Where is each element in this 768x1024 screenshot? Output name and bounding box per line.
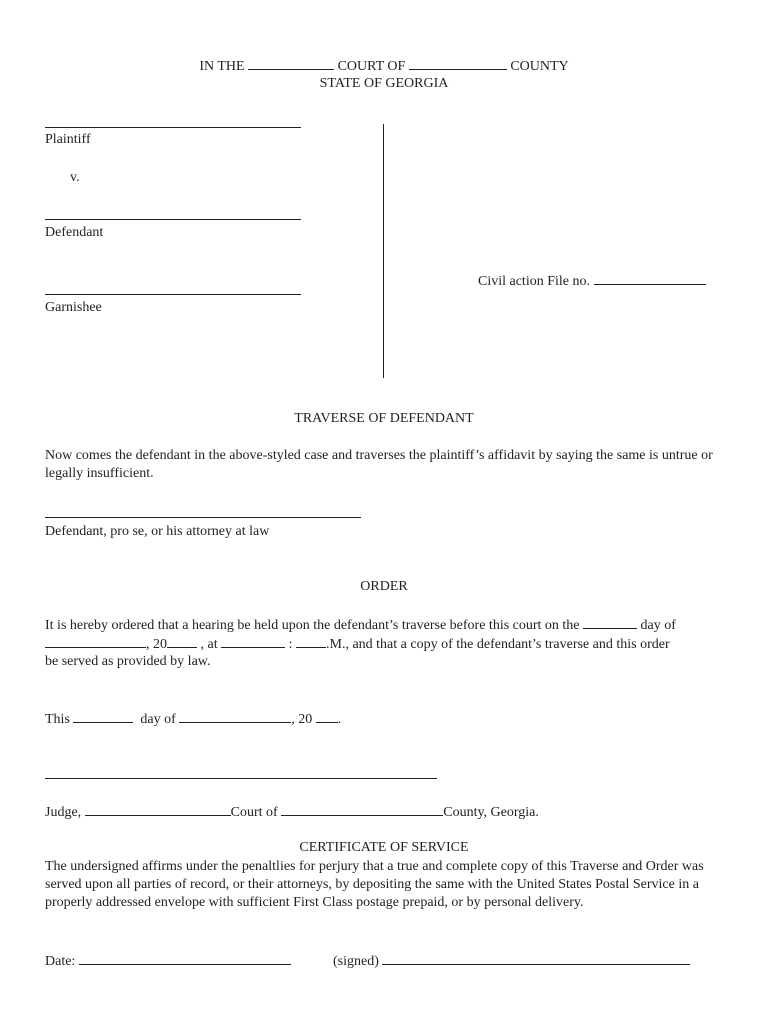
order-date-line	[45, 709, 341, 729]
civil-action-field	[478, 271, 706, 291]
hearing-day-blank[interactable]	[583, 615, 637, 629]
order-title: ORDER	[360, 579, 408, 594]
county-text: COUNTY	[510, 59, 569, 74]
order-year-prefix: , 20	[146, 637, 167, 652]
in-the-text: IN THE	[199, 59, 245, 74]
order-line-3: be served as provided by law.	[45, 654, 211, 669]
civil-action-label: Civil action File no.	[478, 274, 590, 289]
civil-action-number-blank[interactable]	[594, 271, 706, 285]
county-name-blank[interactable]	[409, 56, 507, 70]
period-text: .	[337, 712, 342, 727]
certificate-body: The undersigned affirms under the penaltlies for perjury that a true and complete copy of this Traverse and Order was served upon all parties of record, or their attorneys, by depositing the same with the United States Postal Service in a properly addressed envelope with sufficient First Class postage prepaid, or by personal delivery.	[45, 859, 704, 910]
date-field	[45, 951, 291, 971]
plaintiff-label: Plaintiff	[45, 132, 91, 147]
order-line-1	[45, 615, 676, 635]
order-line-1-text: It is hereby ordered that a hearing be held upon the defendant’s traverse before this court on the	[45, 618, 580, 633]
order-month-blank[interactable]	[179, 709, 291, 723]
order-colon-text: :	[288, 637, 293, 652]
signed-field	[333, 951, 690, 971]
plaintiff-line[interactable]	[45, 127, 301, 128]
caption-divider	[383, 124, 384, 378]
date-label: Date:	[45, 954, 76, 969]
order-day-of-text: day of	[640, 618, 676, 633]
court-heading	[0, 56, 768, 76]
defendant-label: Defendant	[45, 225, 104, 240]
defendant-signature-line[interactable]	[45, 517, 361, 518]
hearing-minute-blank[interactable]	[296, 634, 326, 648]
order-day-blank[interactable]	[73, 709, 133, 723]
judge-line	[45, 802, 539, 822]
judge-court-of-text: Court of	[230, 805, 278, 820]
hearing-year-blank[interactable]	[167, 634, 197, 648]
court-of-text: COURT OF	[337, 59, 406, 74]
garnishee-line[interactable]	[45, 294, 301, 295]
order-line-2	[45, 634, 670, 654]
twenty-text: , 20	[291, 712, 313, 727]
signed-label: (signed)	[333, 954, 379, 969]
hearing-month-blank[interactable]	[45, 634, 146, 648]
traverse-body: Now comes the defendant in the above-styled case and traverses the plaintiff’s affidavit by saying the same is untrue or legally insufficient.	[45, 448, 713, 481]
order-year-blank[interactable]	[316, 709, 338, 723]
garnishee-label: Garnishee	[45, 300, 102, 315]
day-of-text: day of	[140, 712, 176, 727]
county-georgia-text: County, Georgia.	[443, 805, 539, 820]
hearing-hour-blank[interactable]	[221, 634, 285, 648]
defendant-signature-label: Defendant, pro se, or his attorney at law	[45, 524, 270, 539]
judge-county-blank[interactable]	[281, 802, 443, 816]
traverse-title: TRAVERSE OF DEFENDANT	[294, 411, 474, 426]
order-at-text: , at	[200, 637, 218, 652]
judge-name-blank[interactable]	[85, 802, 231, 816]
judge-signature-line[interactable]	[45, 778, 437, 779]
date-blank[interactable]	[79, 951, 291, 965]
court-type-blank[interactable]	[248, 56, 334, 70]
certificate-title: CERTIFICATE OF SERVICE	[299, 840, 469, 855]
this-text: This	[45, 712, 70, 727]
versus-label: v.	[70, 170, 80, 185]
state-heading: STATE OF GEORGIA	[319, 76, 449, 91]
order-line-2-text: .M., and that a copy of the defendant’s traverse and this order	[326, 637, 670, 652]
defendant-line[interactable]	[45, 219, 301, 220]
signature-blank[interactable]	[382, 951, 690, 965]
judge-label: Judge,	[45, 805, 82, 820]
